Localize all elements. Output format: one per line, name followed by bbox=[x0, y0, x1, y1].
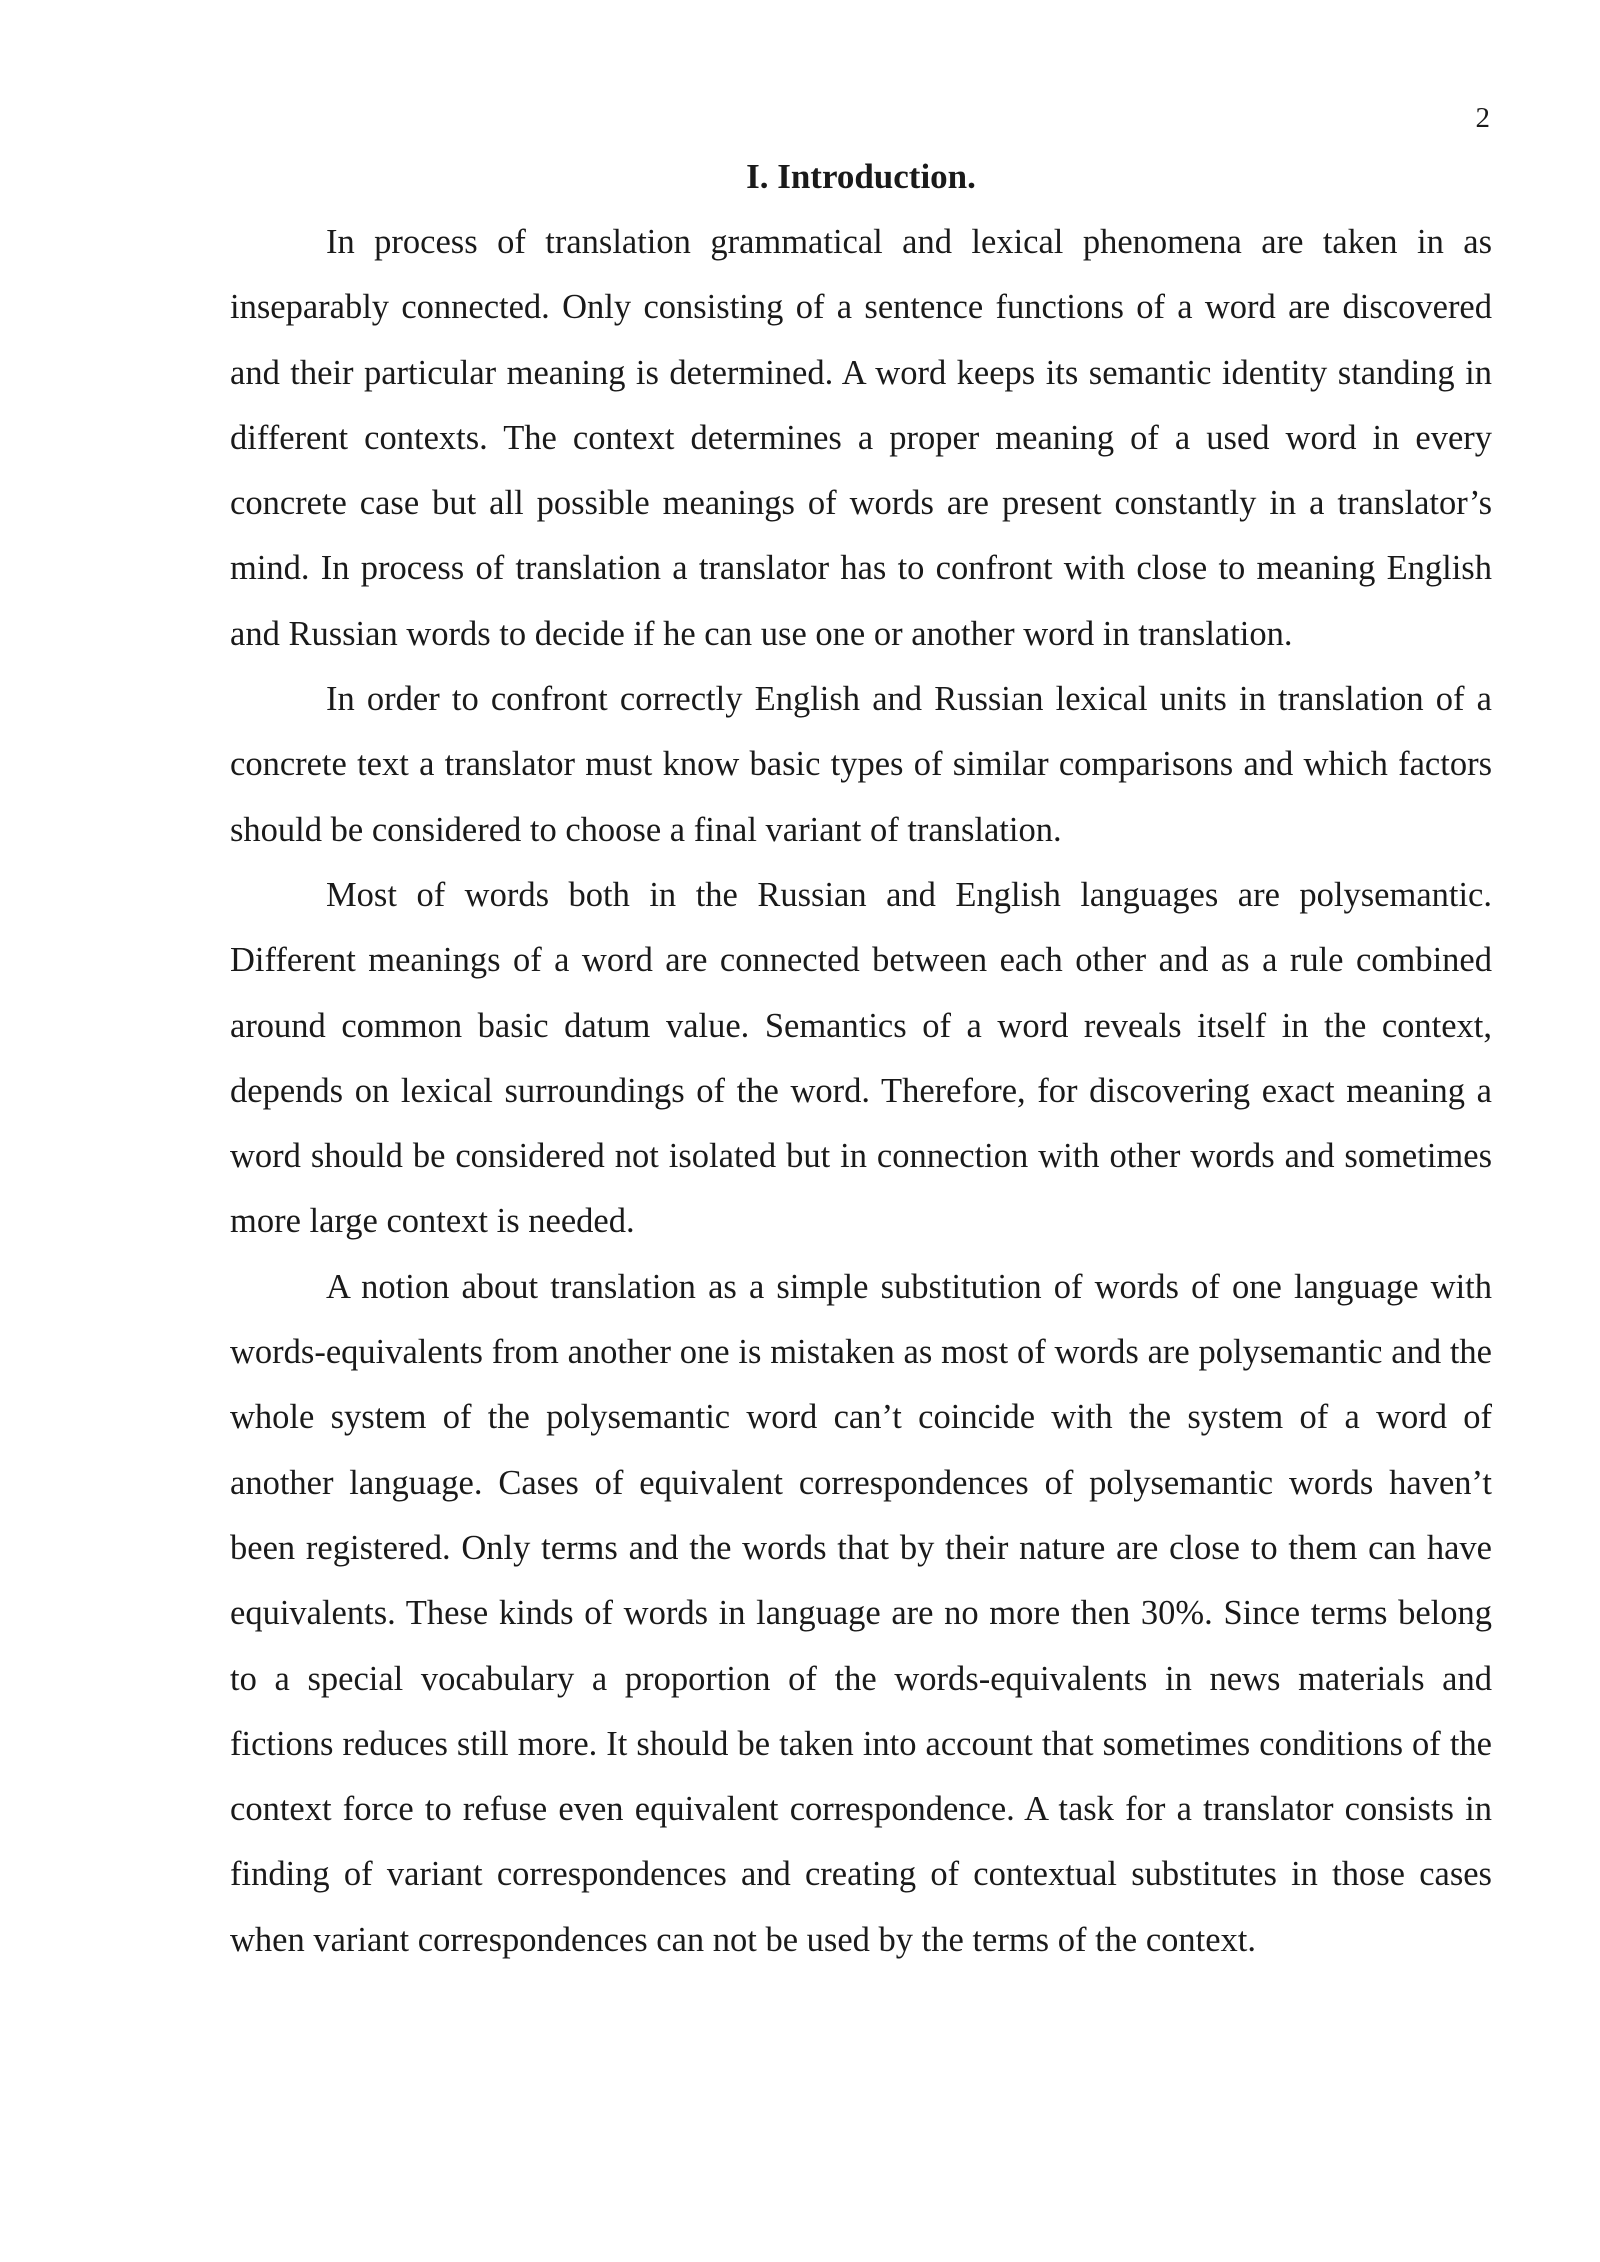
page-number: 2 bbox=[1475, 102, 1490, 134]
paragraph-4: A notion about translation as a simple substitution of words of one language with words-equivalents from another one is mistaken as most of words are polysemantic and the whole system of the polysemantic word can’t coincide with the system of a word of another language. Cases of equivalent correspondences of polysemantic words haven’t been registered. Only terms and the words that by their nature are close to them can have equivalents. These kinds of words in language are no more then 30%. Since terms belong to a special vocabulary a proportion of the words-equivalents in news materials and fictions reduces still more. It should be taken into account that sometimes conditions of the context force to refuse even equivalent correspondence. A task for a translator consists in finding of variant correspondences and creating of contextual substitutes in those cases when variant correspondences can not be used by the terms of the context. bbox=[230, 1267, 1492, 1959]
paragraph-2: In order to confront correctly English and Russian lexical units in translation of a concrete text a translator must know basic types of similar comparisons and which factors should be considered to choose a final variant of translation. bbox=[230, 680, 1492, 849]
paragraph-1: In process of translation grammatical and lexical phenomena are taken in as inseparably connected. Only consisting of a sentence functions of a word are discovered and their particular meaning is determined. A word keeps its semantic identity standing in different contexts. The context determines a proper meaning of a used word in every concrete case but all possible meanings of words are present constantly in a translator’s mind. In process of translation a translator has to confront with close to meaning English and Russian words to decide if he can use one or another word in translation. bbox=[230, 223, 1492, 653]
section-heading: I. Introduction. bbox=[746, 157, 976, 196]
page-content bbox=[230, 150, 1492, 1973]
paragraph-3: Most of words both in the Russian and English languages are polysemantic. Different meanings of a word are connected between each other and as a rule combined around common basic datum value. Semantics of a word reveals itself in the context, depends on lexical surroundings of the word. Therefore, for discovering exact meaning a word should be considered not isolated but in connection with other words and sometimes more large context is needed. bbox=[230, 875, 1492, 1241]
